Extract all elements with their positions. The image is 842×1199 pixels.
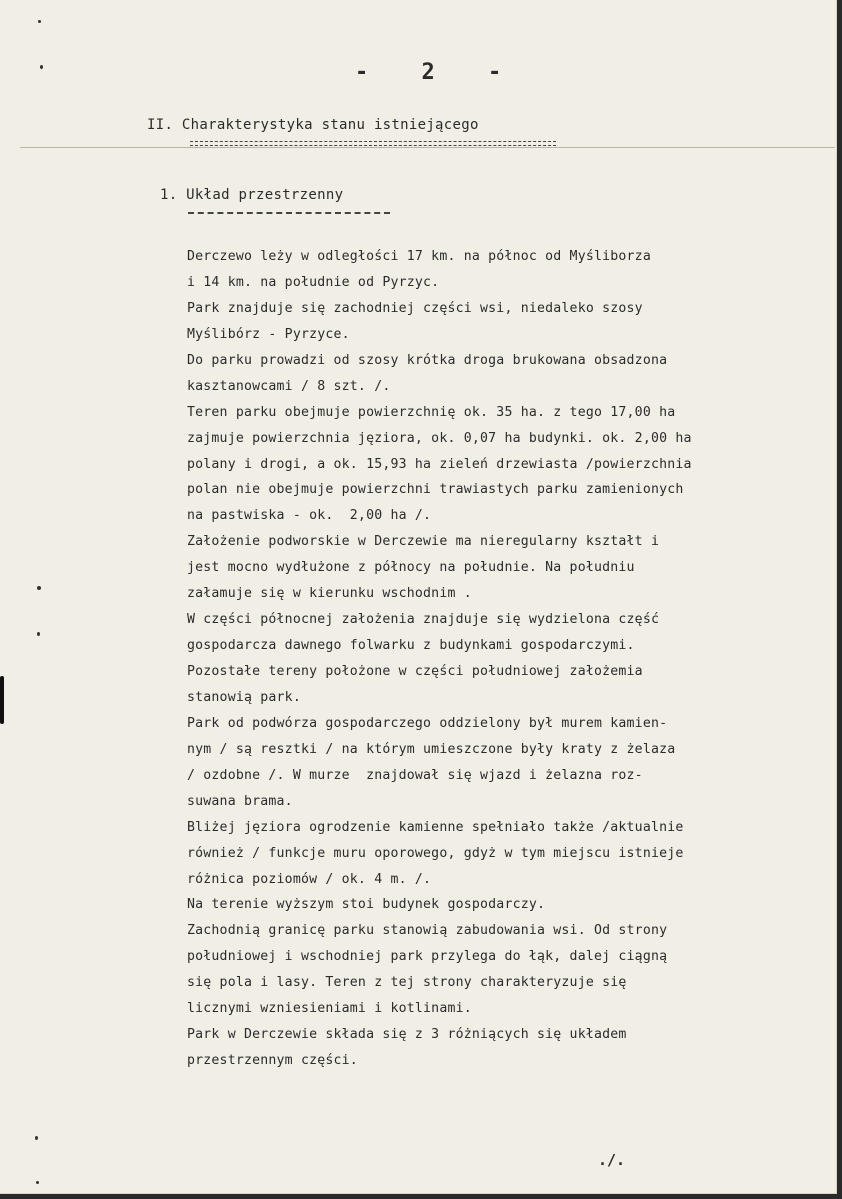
text-line: się pola i lasy. Teren z tej strony charakteryzuje się xyxy=(187,975,627,991)
scan-speck xyxy=(37,586,41,590)
text-line: jest mocno wydłużone z północy na południe. Na południu xyxy=(187,560,635,576)
text-line: również / funkcje muru oporowego, gdyż w tym miejscu istnieje xyxy=(187,845,684,861)
text-line: Na terenie wyższym stoi budynek gospodarczy. xyxy=(187,897,546,913)
text-line: polan nie obejmuje powierzchni trawiastych parku zamienionych xyxy=(187,482,684,498)
text-line: zajmuje powierzchnia jęziora, ok. 0,07 ha budynki. ok. 2,00 ha xyxy=(187,430,692,446)
body-text xyxy=(187,244,827,1074)
scan-speck xyxy=(38,20,41,23)
scan-speck xyxy=(35,1136,38,1140)
subsection-title: 1. Układ przestrzenny xyxy=(160,187,344,203)
scan-speck xyxy=(40,65,43,69)
text-line: gospodarcza dawnego folwarku z budynkami gospodarczymi. xyxy=(187,638,635,654)
text-line: Park znajduje się zachodniej części wsi, niedaleko szosy xyxy=(187,300,643,316)
text-line: nym / są resztki / na którym umieszczone były kraty z żelaza xyxy=(187,741,676,757)
text-line: Bliżej jęziora ogrodzenie kamienne spełniało także /aktualnie xyxy=(187,819,684,835)
scan-speck xyxy=(36,1181,39,1184)
section-title: II. Charakterystyka stanu istniejącego xyxy=(147,117,479,133)
text-line: polany i drogi, a ok. 15,93 ha zieleń drzewiasta /powierzchnia xyxy=(187,456,692,472)
section-title-underline xyxy=(190,141,556,146)
text-line: różnica poziomów / ok. 4 m. /. xyxy=(187,871,432,887)
text-line: suwana brama. xyxy=(187,793,293,809)
text-line: załamuje się w kierunku wschodnim . xyxy=(187,586,472,602)
text-line: kasztanowcami / 8 szt. /. xyxy=(187,378,391,394)
text-line: licznymi wzniesieniami i kotlinami. xyxy=(187,1001,472,1017)
subsection-title-underline xyxy=(188,212,390,214)
horizontal-rule xyxy=(20,147,835,148)
text-line: Derczewo leży w odległości 17 km. na północ od Myśliborza xyxy=(187,249,651,264)
text-line: Pozostałe tereny położone w części południowej założemia xyxy=(187,664,643,679)
text-line: na pastwiska - ok. 2,00 ha /. xyxy=(187,508,432,524)
text-line: i 14 km. na południe od Pyrzyc. xyxy=(187,274,440,290)
page-number: - 2 - xyxy=(355,60,522,85)
text-line: Myślibórz - Pyrzyce. xyxy=(187,326,350,342)
text-line: Park w Derczewie składa się z 3 różniących się układem xyxy=(187,1027,627,1043)
text-line: stanowią park. xyxy=(187,689,301,705)
text-line: przestrzennym części. xyxy=(187,1053,358,1069)
scan-edge-shadow xyxy=(0,676,4,724)
scan-speck xyxy=(37,632,40,636)
text-line: W części północnej założenia znajduje się wydzielona część xyxy=(187,612,660,628)
text-line: Teren parku obejmuje powierzchnię ok. 35 ha. z tego 17,00 ha xyxy=(187,404,676,420)
continuation-mark: ./. xyxy=(598,1151,626,1169)
text-line: Do parku prowadzi od szosy krótka droga brukowana obsadzona xyxy=(187,352,668,368)
text-line: południowej i wschodniej park przylega do łąk, dalej ciągną xyxy=(187,949,668,965)
text-line: Założenie podworskie w Derczewie ma nieregularny kształt i xyxy=(187,534,660,550)
text-line: Zachodnią granicę parku stanowią zabudowania wsi. Od strony xyxy=(187,923,668,939)
text-line: Park od podwórza gospodarczego oddzielony był murem kamien- xyxy=(187,715,668,731)
text-line: / ozdobne /. W murze znajdował się wjazd i żelazna roz- xyxy=(187,767,643,783)
